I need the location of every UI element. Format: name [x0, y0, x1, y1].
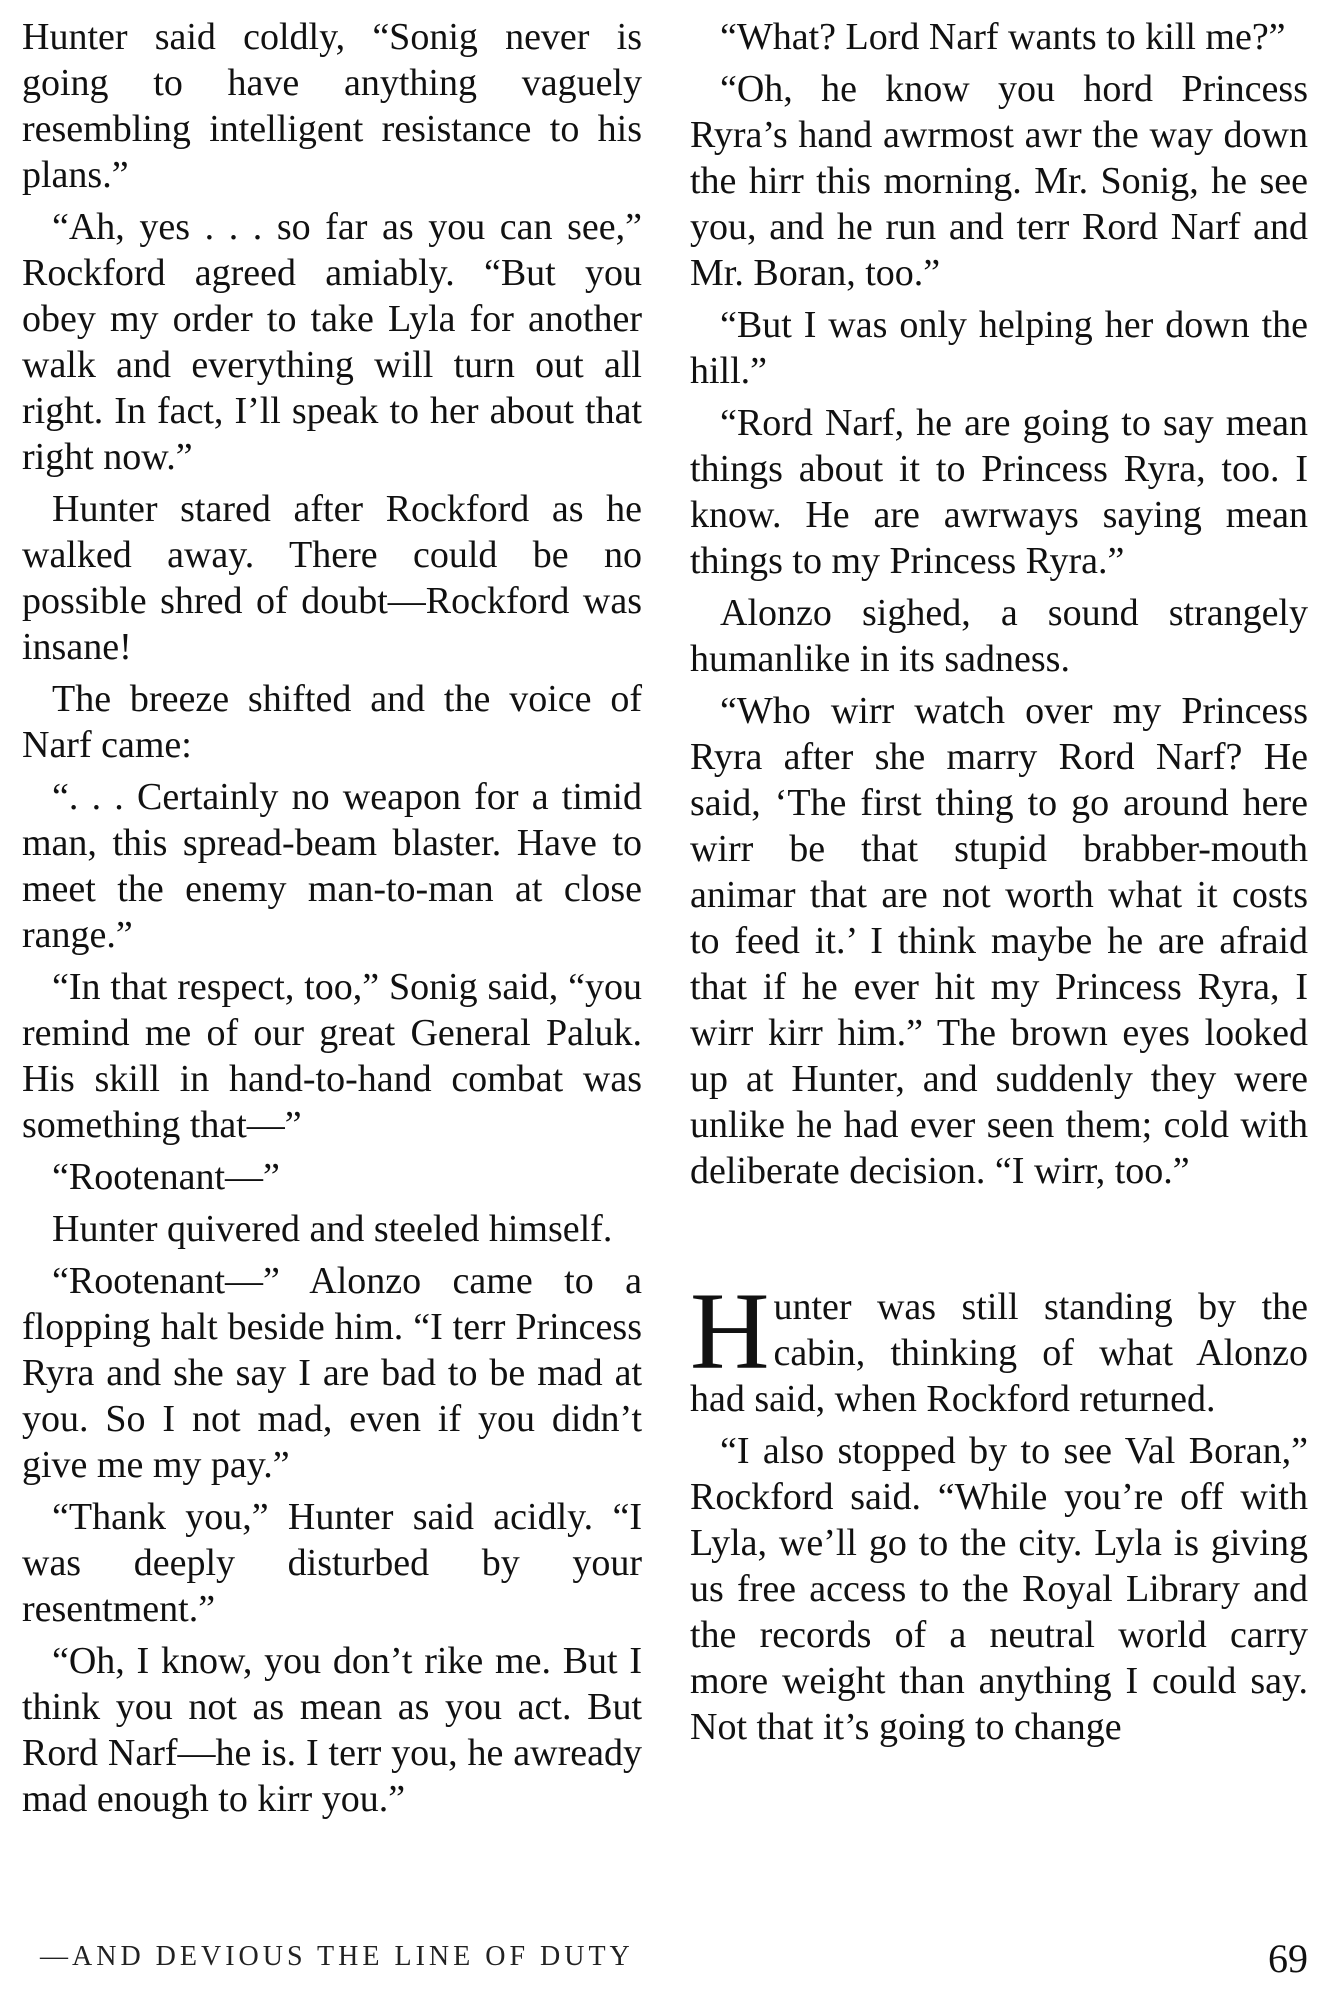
paragraph: “Thank you,” Hunter said acidly. “I was deeply disturbed by your resentment.” — [22, 1496, 642, 1630]
paragraph: “Rootenant—” Alonzo came to a flopping halt beside him. “I terr Princess Ryra and she say I are bad to be mad at you. So I not mad, even if you didn’t give me my pay.” — [22, 1260, 642, 1486]
paragraph: Hunter said coldly, “Sonig never is going to have anything vaguely resembling intelligent resistance to his plans.” — [22, 16, 642, 196]
running-head: —AND DEVIOUS THE LINE OF DUTY — [40, 1941, 634, 1972]
page-number: 69 — [1268, 1936, 1308, 1981]
paragraph: “Rord Narf, he are going to say mean things about it to Princess Ryra, too. I know. He are awrways saying mean things to my Princess Ryra.” — [690, 402, 1308, 582]
paragraph: Hunter stared after Rockford as he walked away. There could be no possible shred of doubt—Rockford was insane! — [22, 488, 642, 668]
paragraph: “Ah, yes . . . so far as you can see,” Rockford agreed amiably. “But you obey my order to take Lyla for another walk and everything will turn out all right. In fact, I’ll speak to her about that right now.” — [22, 206, 642, 478]
paragraph: “But I was only helping her down the hill.” — [690, 304, 1308, 392]
section-opening-paragraph — [690, 1270, 1308, 1422]
paragraph: “What? Lord Narf wants to kill me?” — [720, 16, 1286, 58]
paragraph: “In that respect, too,” Sonig said, “you remind me of our great General Paluk. His skill in hand-to-hand combat was something that—” — [22, 966, 642, 1146]
paragraph: “Who wirr watch over my Princess Ryra after she marry Rord Narf? He said, ‘The first thing to go around here wirr be that stupid brabber-mouth animar that are not worth what it costs to feed it.’ I think maybe he are afraid that if he ever hit my Princess Ryra, I wirr kirr him.” The brown eyes looked up at Hunter, and suddenly they were unlike he had ever seen them; cold with deliberate decision. “I wirr, too.” — [690, 690, 1308, 1192]
drop-cap: H — [690, 1270, 770, 1392]
paragraph: “Oh, I know, you don’t rike me. But I think you not as mean as you act. But Rord Narf—he is. I terr you, he awready mad enough to kirr you.” — [22, 1640, 642, 1820]
paragraph: “. . . Certainly no weapon for a timid man, this spread-beam blaster. Have to meet the enemy man-to-man at close range.” — [22, 776, 642, 956]
left-column — [22, 14, 642, 1828]
paragraph: Alonzo sighed, a sound strangely humanlike in its sadness. — [690, 592, 1308, 680]
paragraph: “Rootenant—” — [52, 1156, 280, 1198]
right-column — [690, 14, 1308, 1756]
page-footer — [22, 1935, 1308, 1985]
paragraph: The breeze shifted and the voice of Narf came: — [22, 678, 642, 766]
paragraph: “Oh, he know you hord Princess Ryra’s hand awrmost awr the way down the hirr this morning. Mr. Sonig, he see you, and he run and terr Rord Narf and Mr. Boran, too.” — [690, 68, 1308, 294]
paragraph: Hunter quivered and steeled himself. — [52, 1208, 613, 1250]
paragraph: “I also stopped by to see Val Boran,” Rockford said. “While you’re off with Lyla, we’ll go to the city. Lyla is giving us free access to the Royal Library and the records of a neutral world carry more weight than anything I could say. Not that it’s going to change — [690, 1430, 1308, 1748]
section-break — [690, 1200, 1308, 1284]
section-opening-text: unter was still standing by the cabin, thinking of what Alonzo had said, when Rockford returned. — [690, 1286, 1308, 1420]
